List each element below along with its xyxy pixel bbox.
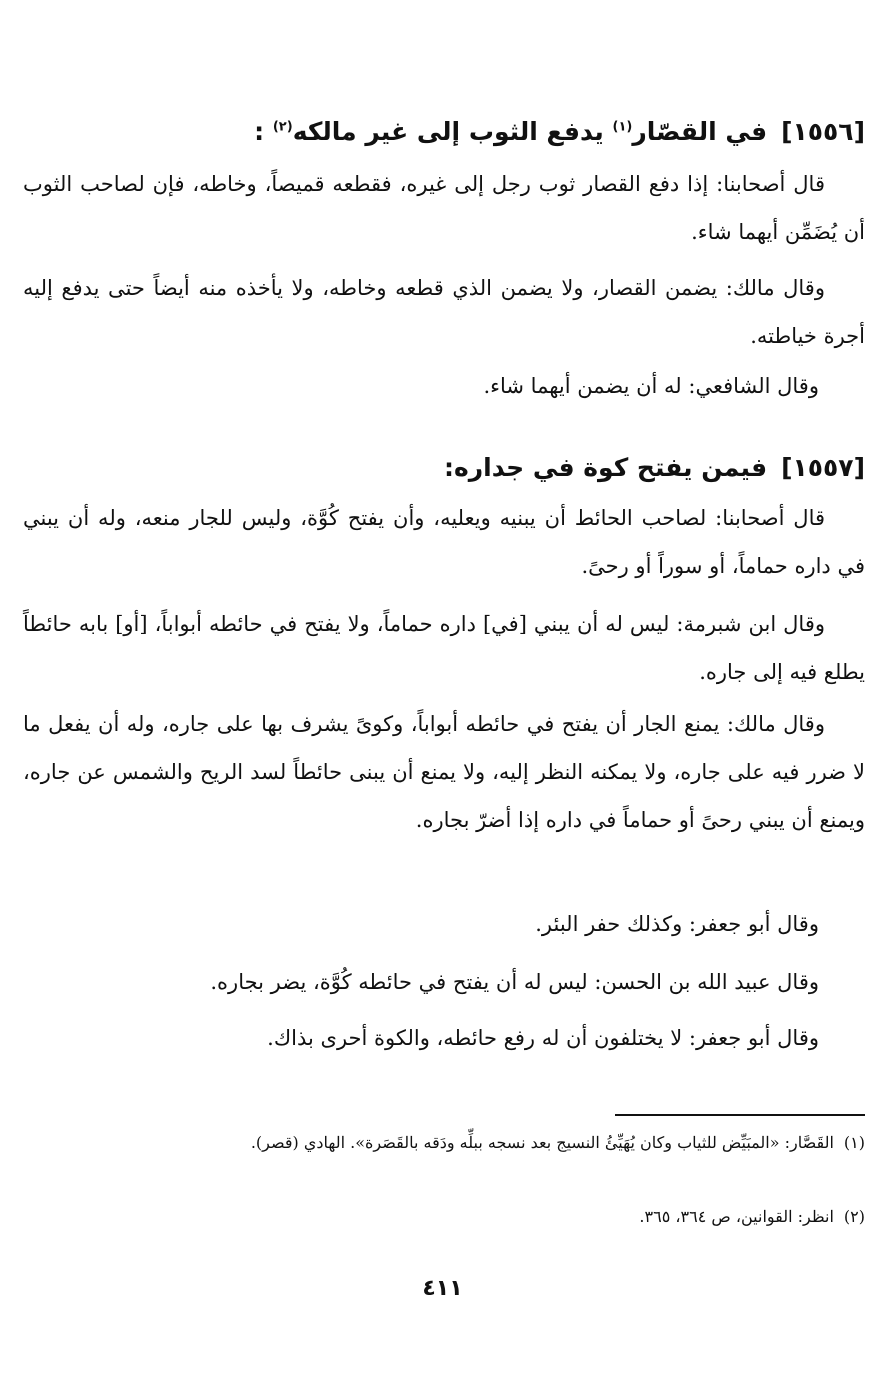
paragraph: قال أصحابنا: لصاحب الحائط أن يبنيه ويعليه، وأن يفتح كُوَّة، وليس للجار منعه، وله أن يبني في داره حماماً، أو سوراً أو رحىً. xyxy=(23,506,865,578)
footnote-text: انظر: القوانين، ص ٣٦٤، ٣٦٥. xyxy=(639,1207,834,1226)
paragraph: وقال عبيد الله بن الحسن: ليس له أن يفتح في حائطه كُوَّة، يضر بجاره. xyxy=(210,970,819,994)
footnote-2 xyxy=(23,1200,865,1234)
section-title-colon: : xyxy=(254,117,265,146)
section-number: [١٥٥٧] xyxy=(781,453,865,482)
section-title-part: في القصّار xyxy=(632,117,768,146)
footnote-ref-1[interactable]: (١) xyxy=(612,119,633,135)
section-number: [١٥٥٦] xyxy=(781,117,865,146)
footnote-number: (١) xyxy=(843,1133,865,1152)
paragraph: وقال أبو جعفر: وكذلك حفر البئر. xyxy=(535,912,819,936)
section-title: فيمن يفتح كوة في جداره: xyxy=(444,453,768,482)
footnote-divider xyxy=(615,1114,865,1116)
paragraph: وقال مالك: يضمن القصار، ولا يضمن الذي قطعه وخاطه، ولا يأخذه منه أيضاً حتى يدفع إليه أجرة خياطته. xyxy=(23,276,865,348)
paragraph: وقال مالك: يمنع الجار أن يفتح في حائطه أبواباً، وكوىً يشرف بها على جاره، وله أن يفعل ما لا ضرر فيه على جاره، ولا يمكنه النظر إليه، ولا يمنع أن يبنى حائطاً لسد الريح والشمس عن جاره، ويمنع أن يبني رحىً أو حماماً في داره إذا أضرّ بجاره. xyxy=(23,712,865,832)
footnote-ref-2[interactable]: (٢) xyxy=(272,119,293,135)
footnote-text: القَصَّار: «المبَيِّض للثياب وكان يُهَيِّئُ النسيج بعد نسجه ببلِّه ودَقه بالقَصَرة». الهادي (قصر). xyxy=(250,1133,834,1152)
paragraph: وقال ابن شبرمة: ليس له أن يبني [في] داره حماماً، ولا يفتح في حائطه أبواباً، [أو] بابه حائطاً يطلع فيه إلى جاره. xyxy=(23,612,865,684)
section-title-part: يدفع الثوب إلى غير مالكه xyxy=(292,117,604,146)
footnote-number: (٢) xyxy=(843,1207,865,1226)
page-number: ٤١١ xyxy=(422,1276,463,1301)
paragraph: وقال أبو جعفر: لا يختلفون أن له رفع حائطه، والكوة أحرى بذاك. xyxy=(267,1026,819,1050)
footnote-1 xyxy=(23,1126,865,1160)
paragraph: قال أصحابنا: إذا دفع القصار ثوب رجل إلى غيره، فقطعه قميصاً، وخاطه، فإن لصاحب الثوب أن يُضَمِّن أيهما شاء. xyxy=(23,172,865,244)
section-heading-1557 xyxy=(23,448,865,488)
paragraph: وقال الشافعي: له أن يضمن أيهما شاء. xyxy=(483,374,819,398)
section-heading-1556 xyxy=(23,112,865,152)
